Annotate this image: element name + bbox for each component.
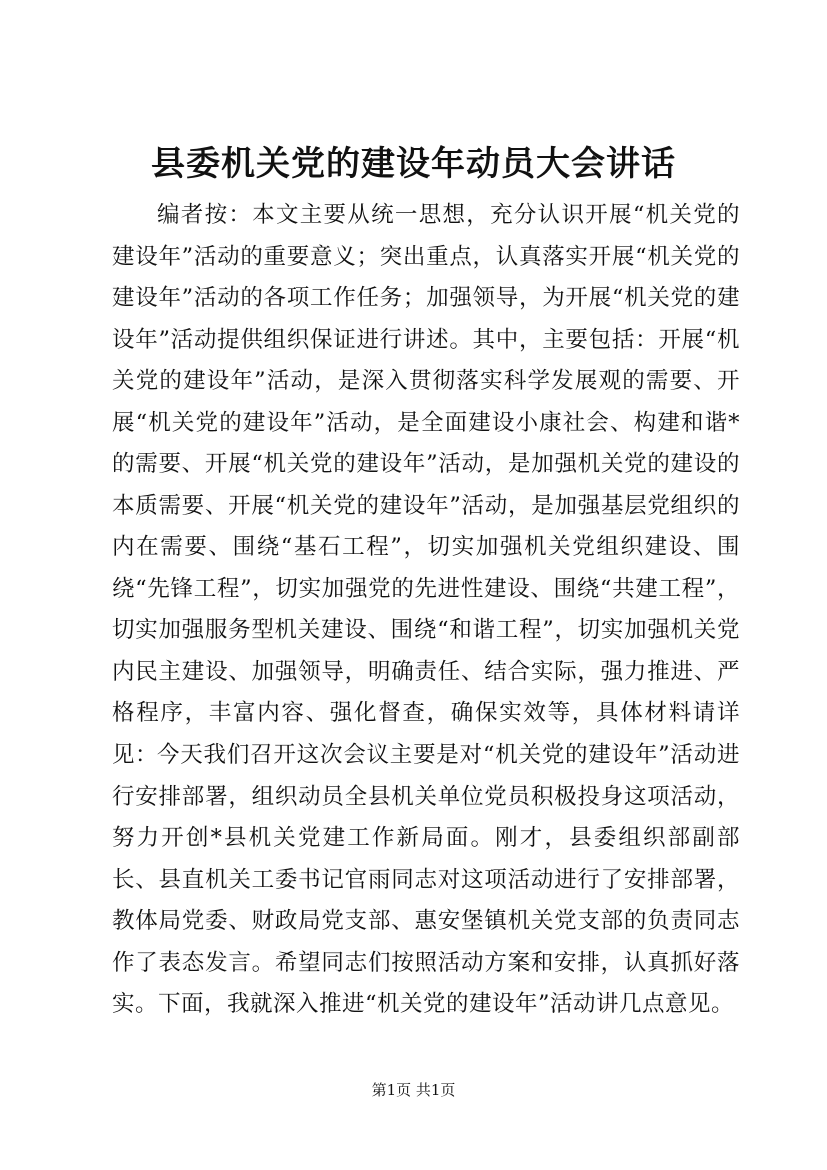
page-footer: 第1页 共1页 (371, 1081, 456, 1099)
editor-note-paragraph: 编者按：本文主要从统一思想，充分认识开展“机关党的建设年”活动的重要意义；突出重点，认真落实开展“机关党的建设年”活动的各项工作任务；加强领导，为开展“机关党的建设年”活动提供组织保证进行讲述。其中，主要包括：开展“机关党的建设年”活动，是深入贯彻落实科学发展观的需要、开展“机关党的建设年”活动，是全面建设小康社会、构建和谐*的需要、开展“机关党的建设年”活动，是加强机关党的建设的本质需要、开展“机关党的建设年”活动，是加强基层党组织的内在需要、围绕“基石工程”，切实加强机关党组织建设、围绕“先锋工程”，切实加强党的先进性建设、围绕“共建工程”，切实加强服务型机关建设、围绕“和谐工程”，切实加强机关党内民主建设、加强领导，明确责任、结合实际，强力推进、严格程序，丰富内容、强化督查，确保实效等，具体材料请详见： (112, 202, 740, 768)
body-paragraph: 今天我们召开这次会议主要是对“机关党的建设年”活动进行安排部署，组织动员全县机关单位党员积极投身这项活动，努力开创*县机关党建工作新局面。刚才，县委组织部副部长、县直机关工委书记官雨同志对这项活动进行了安排部署，教体局党委、财政局党支部、惠安堡镇机关党支部的负责同志作了表态发言。希望同志们按照活动方案和安排，认真抓好落实。下面，我就深入推进“机关党的建设年”活动讲几点意见。 (112, 742, 740, 1017)
document-title: 县委机关党的建设年动员大会讲话 (151, 144, 676, 184)
